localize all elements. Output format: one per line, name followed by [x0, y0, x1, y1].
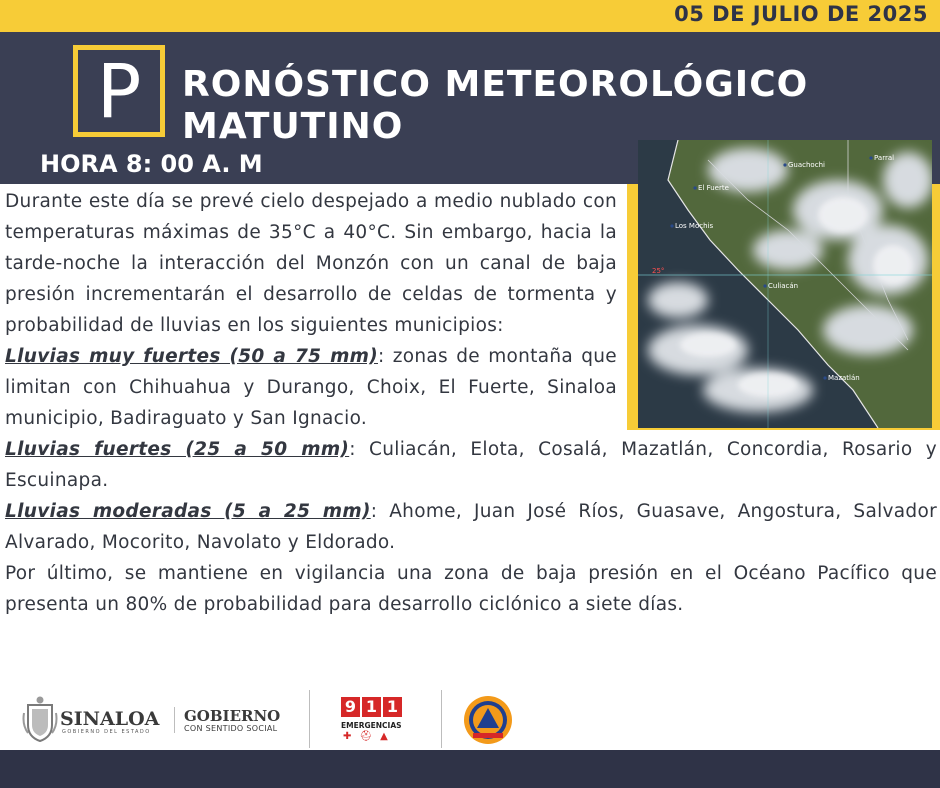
forecast-body	[5, 186, 937, 620]
gobierno-logo-text: GOBIERNO	[184, 707, 281, 725]
moderate-rain-text: : Ahome, Juan José Ríos, Guasave, Angostura, Salvador Alvarado, Mocorito, Navolato y Eldorado.	[5, 501, 937, 553]
map-label-guachochi: Guachochi	[788, 161, 825, 169]
title-line-2: MATUTINO	[182, 106, 404, 147]
map-label-los-mochis: Los Mochis	[675, 222, 714, 230]
sinaloa-logo-subtext: GOBIERNO DEL ESTADO	[62, 729, 151, 735]
sinaloa-crest-icon	[22, 695, 58, 743]
heavy-rain-label: Lluvias fuertes (25 a 50 mm)	[5, 439, 350, 460]
logo-divider-2	[441, 690, 442, 748]
forecast-moderate-rain	[5, 496, 937, 558]
title-initial: P	[96, 49, 142, 135]
map-label-parral: Parral	[874, 154, 895, 162]
forecast-intro: Durante este día se prevé cielo despejado a medio nublado con temperaturas máximas de 35°C a 40°C. Sin embargo, hacia la tarde-noche la interacción del Monzón con un canal de baja presión incrementarán el desarrollo de celdas de tormenta y probabilidad de lluvias en los siguientes municipios:	[5, 191, 617, 336]
logo-divider-1	[309, 690, 310, 748]
gobierno-logo-subtext: CON SENTIDO SOCIAL	[184, 724, 278, 733]
date-label: 05 DE JULIO DE 2025	[674, 2, 928, 26]
title-initial-box	[73, 45, 165, 137]
very-heavy-rain-text: : zonas de montaña que limitan con Chihuahua y Durango, Choix, El Fuerte, Sinaloa municipio, Badiraguato y San Ignacio.	[5, 346, 617, 429]
map-label-latitude: 25°	[652, 267, 665, 275]
heavy-rain-text: : Culiacán, Elota, Cosalá, Mazatlán, Concordia, Rosario y Escuinapa.	[5, 439, 937, 491]
proteccion-civil-icon	[463, 695, 513, 745]
e911-digit-1: 9	[341, 697, 360, 717]
date-strip	[0, 0, 940, 32]
moderate-rain-label: Lluvias moderadas (5 a 25 mm)	[5, 501, 371, 522]
forecast-heavy-rain	[5, 434, 937, 496]
title-line-1: RONÓSTICO METEOROLÓGICO	[182, 64, 809, 105]
logo-divider-inner	[174, 707, 175, 733]
footer-bar	[0, 750, 940, 788]
page-title	[182, 64, 808, 148]
e911-digit-2: 1	[362, 697, 381, 717]
emergency-911-logo	[341, 697, 404, 717]
forecast-very-heavy-rain	[5, 341, 617, 434]
forecast-closing: Por último, se mantiene en vigilancia una zona de baja presión en el Océano Pacífico que presenta un 80% de probabilidad para desarrollo ciclónico a siete días.	[5, 563, 937, 615]
e911-digit-3: 1	[383, 697, 402, 717]
forecast-time: HORA 8: 00 A. M	[40, 150, 263, 178]
map-label-mazatlan: Mazatlán	[828, 374, 860, 382]
map-label-el-fuerte: El Fuerte	[698, 184, 729, 192]
emergency-services-icons: ✚⛑▲	[343, 731, 396, 742]
map-label-culiacan: Culiacán	[768, 282, 799, 290]
e911-label: EMERGENCIAS	[341, 721, 402, 730]
very-heavy-rain-label: Lluvias muy fuertes (50 a 75 mm)	[5, 346, 378, 367]
sinaloa-logo-text: SINALOA	[60, 708, 160, 730]
logo-row	[0, 685, 940, 750]
